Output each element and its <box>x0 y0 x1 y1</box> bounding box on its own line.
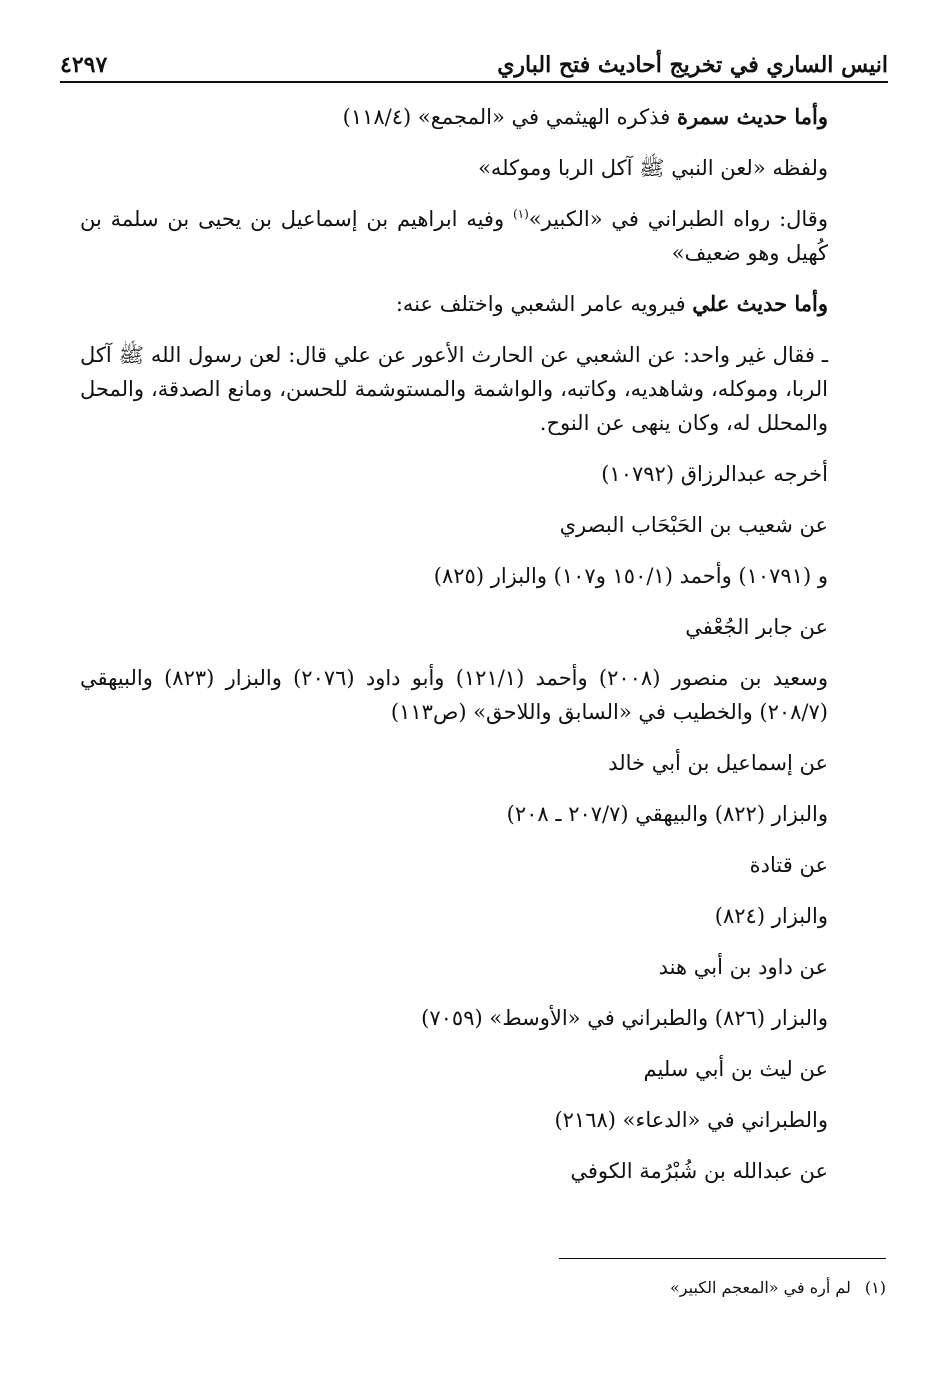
book-title: انيس الساري في تخريج أحاديث فتح الباري <box>497 52 888 78</box>
paragraph-bazzar-826: والبزار (٨٢٦) والطبراني في «الأوسط» (٧٠٥٩) <box>421 1006 828 1030</box>
footnote <box>80 1275 886 1301</box>
header-rule <box>60 81 888 83</box>
paragraph-text: وقال: رواه الطبراني في «الكبير» <box>528 207 828 231</box>
paragraph-saeed: وسعيد بن منصور (٢٠٠٨) وأحمد (١٢١/١) وأبو داود (٢٠٧٦) والبزار (٨٢٣) والبيهقي (٢٠٨/٧) والخطيب في «السابق واللاحق» (ص١١٣) <box>80 666 828 724</box>
paragraph-qatada: عن قتادة <box>749 853 828 877</box>
heading-ali: وأما حديث علي <box>692 291 828 316</box>
paragraph-jabir: عن جابر الجُعْفي <box>685 615 828 639</box>
paragraph-ahmad: و (١٠٧٩١) وأحمد (١٥٠/١ و١٠٧) والبزار (٨٢٥) <box>433 564 828 588</box>
paragraph-wording: ولفظه «لعن النبي ﷺ آكل الربا وموكله» <box>478 156 828 180</box>
footnote-rule <box>559 1258 886 1259</box>
footnote-number: (١) <box>864 1278 886 1297</box>
paragraph-text: وفيه ابراهيم بن إسماعيل بن يحيى بن سلمة بن كُهيل وهو ضعيف» <box>80 207 828 265</box>
footnote-ref[interactable]: (١) <box>512 207 529 221</box>
paragraph-ali <box>80 287 886 321</box>
paragraph-layth: عن ليث بن أبي سليم <box>643 1057 828 1081</box>
paragraph-hadith-text: ـ فقال غير واحد: عن الشعبي عن الحارث الأعور عن علي قال: لعن رسول الله ﷺ آكل الربا، وموكله، وشاهديه، وكاتبه، والواشمة والمستوشمة للحسن، ومانع الصدقة، والمحل والمحلل له، وكان ينهى عن النوح. <box>80 343 828 435</box>
paragraph-bazzar-822: والبزار (٨٢٢) والبيهقي (٢٠٧/٧ ـ ٢٠٨) <box>506 802 828 826</box>
paragraph-ismail: عن إسماعيل بن أبي خالد <box>608 751 828 775</box>
paragraph-bazzar-824: والبزار (٨٢٤) <box>714 904 828 928</box>
paragraph-dawud: عن داود بن أبي هند <box>658 955 828 979</box>
page-number: ٤٢٩٧ <box>60 52 108 78</box>
paragraph-samura <box>80 100 886 134</box>
paragraph-text: فيرويه عامر الشعبي واختلف عنه: <box>395 292 693 316</box>
footnote-text: لم أره في «المعجم الكبير» <box>670 1278 851 1297</box>
paragraph-tabarani-dua: والطبراني في «الدعاء» (٢١٦٨) <box>554 1108 828 1132</box>
heading-samura: وأما حديث سمرة <box>676 104 828 129</box>
running-header <box>60 38 888 78</box>
paragraph-shuaib: عن شعيب بن الحَبْحَاب البصري <box>559 513 828 537</box>
paragraph-shubruma: عن عبدالله بن شُبْرُمة الكوفي <box>570 1159 828 1183</box>
paragraph-tabarani <box>80 202 886 270</box>
paragraph-text: فذكره الهيثمي في «المجمع» (١١٨/٤) <box>342 105 677 129</box>
main-text <box>80 100 886 1205</box>
paragraph-abdulrazzaq: أخرجه عبدالرزاق (١٠٧٩٢) <box>601 462 828 486</box>
